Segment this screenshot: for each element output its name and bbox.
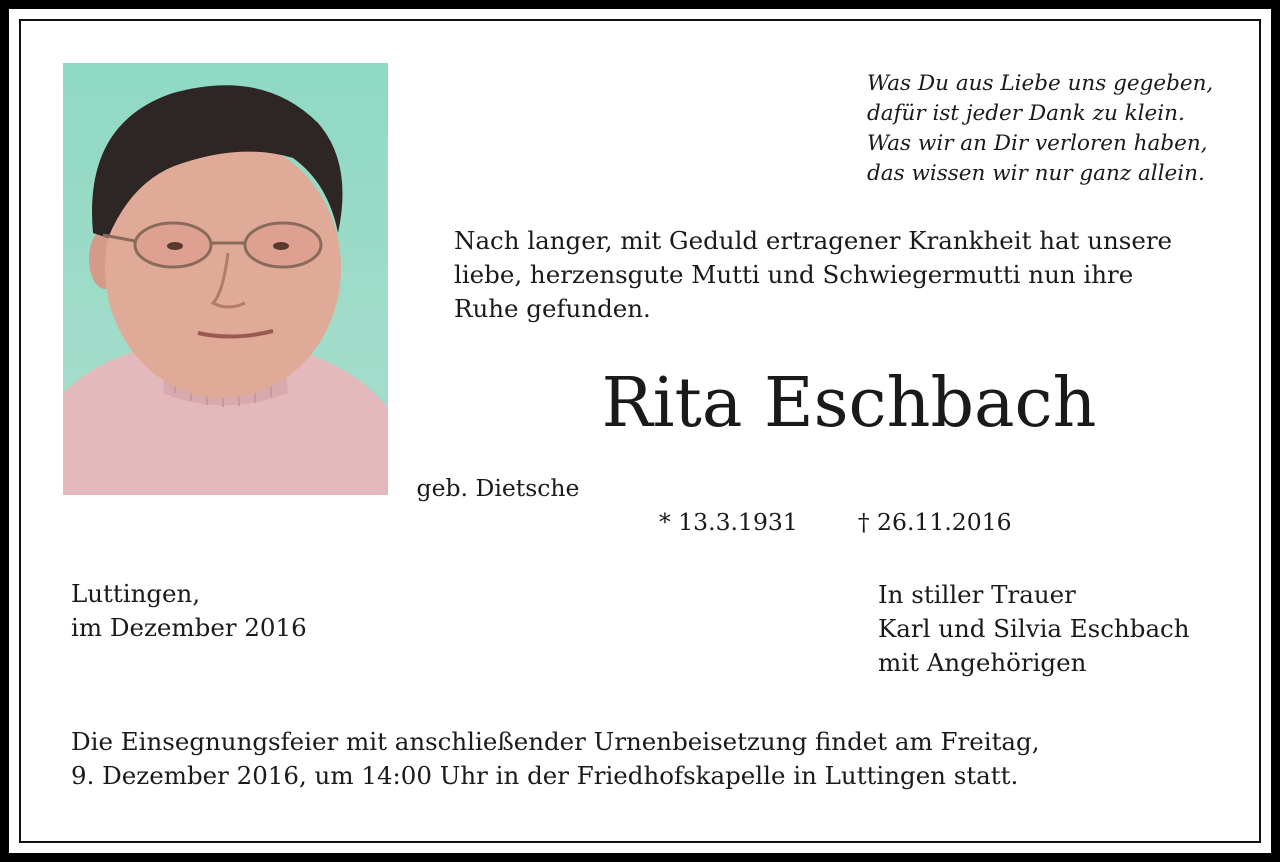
deceased-name: Rita Eschbach	[601, 364, 1097, 443]
poem-line: dafür ist jeder Dank zu klein.	[867, 101, 1185, 126]
life-dates	[659, 506, 1012, 538]
birth-name: geb. Dietsche	[416, 474, 580, 502]
poem-line: Was Du aus Liebe uns gegeben,	[867, 71, 1214, 96]
birth-date: * 13.3.1931	[659, 508, 798, 536]
intro-text	[454, 224, 1234, 326]
poem	[867, 69, 1227, 189]
intro-line: Ruhe gefunden.	[454, 294, 651, 323]
poem-line: Was wir an Dir verloren haben,	[867, 131, 1208, 156]
place-line: Luttingen,	[71, 579, 201, 608]
funeral-notice	[71, 725, 1221, 793]
funeral-line: Die Einsegnungsfeier mit anschließender Urnenbeisetzung findet am Freitag,	[71, 727, 1040, 756]
place-line: im Dezember 2016	[71, 613, 307, 642]
poem-line: das wissen wir nur ganz allein.	[867, 161, 1205, 186]
portrait-photo	[63, 63, 388, 495]
death-date: † 26.11.2016	[857, 508, 1012, 536]
intro-line: Nach langer, mit Geduld ertragener Krankheit hat unsere	[454, 226, 1173, 255]
mourners	[878, 578, 1190, 680]
obituary-card	[9, 9, 1271, 853]
funeral-line: 9. Dezember 2016, um 14:00 Uhr in der Friedhofskapelle in Luttingen statt.	[71, 761, 1019, 790]
mourners-line: In stiller Trauer	[878, 580, 1076, 609]
mourners-line: Karl und Silvia Eschbach	[878, 614, 1190, 643]
intro-line: liebe, herzensgute Mutti und Schwiegermutti nun ihre	[454, 260, 1134, 289]
place-and-date	[71, 577, 307, 645]
portrait-illustration	[63, 63, 388, 495]
mourners-line: mit Angehörigen	[878, 648, 1087, 677]
